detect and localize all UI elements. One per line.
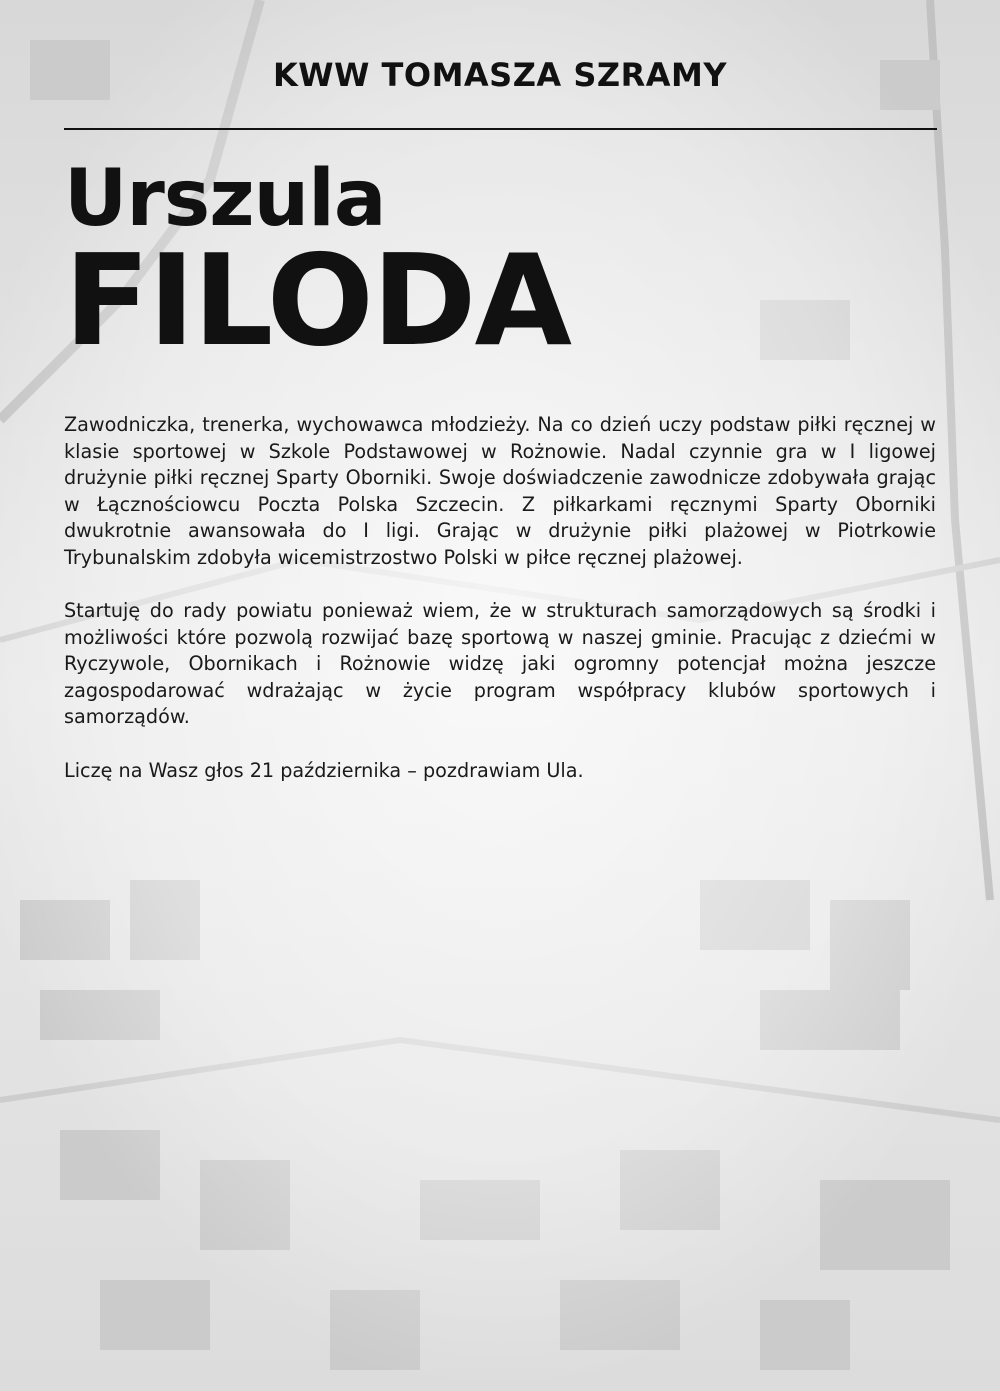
bio-closing: Liczę na Wasz głos 21 października – pozdrawiam Ula. xyxy=(64,758,584,782)
candidate-bio xyxy=(64,412,936,811)
candidate-first-name: Urszula xyxy=(64,154,386,244)
header-divider xyxy=(64,128,937,130)
bio-paragraph: Zawodniczka, trenerka, wychowawca młodzieży. Na co dzień uczy podstaw piłki ręcznej w klasie sportowej w Szkole Podstawowej w Rożnowie. Nadal czynnie gra w I ligowej drużynie piłki ręcznej Sparty Oborniki. Swoje doświadczenie zawodnicze zdobywała grając w Łącznościowcu Poczta Polska Szczecin. Z piłkarkami ręcznymi Sparty Oborniki dwukrotnie awansowała do I ligi. Grając w drużynie piłki plażowej w Piotrkowie Trybunalskim zdobyła wicemistrzostwo Polski w piłce ręcznej plażowej. xyxy=(64,413,936,569)
committee-name: KWW TOMASZA SZRAMY xyxy=(273,56,727,94)
bio-paragraph: Startuję do rady powiatu ponieważ wiem, że w strukturach samorządowych są środki i możliwości które pozwolą rozwijać bazę sportową w naszej gminie. Pracując z dziećmi w Ryczywole, Obornikach i Rożnowie widzę jaki ogromny potencjał można jeszcze zagospodarować wdrażając w życie program współpracy klubów sportowych i samorządów. xyxy=(64,599,936,728)
candidate-last-name: FILODA xyxy=(64,227,570,374)
